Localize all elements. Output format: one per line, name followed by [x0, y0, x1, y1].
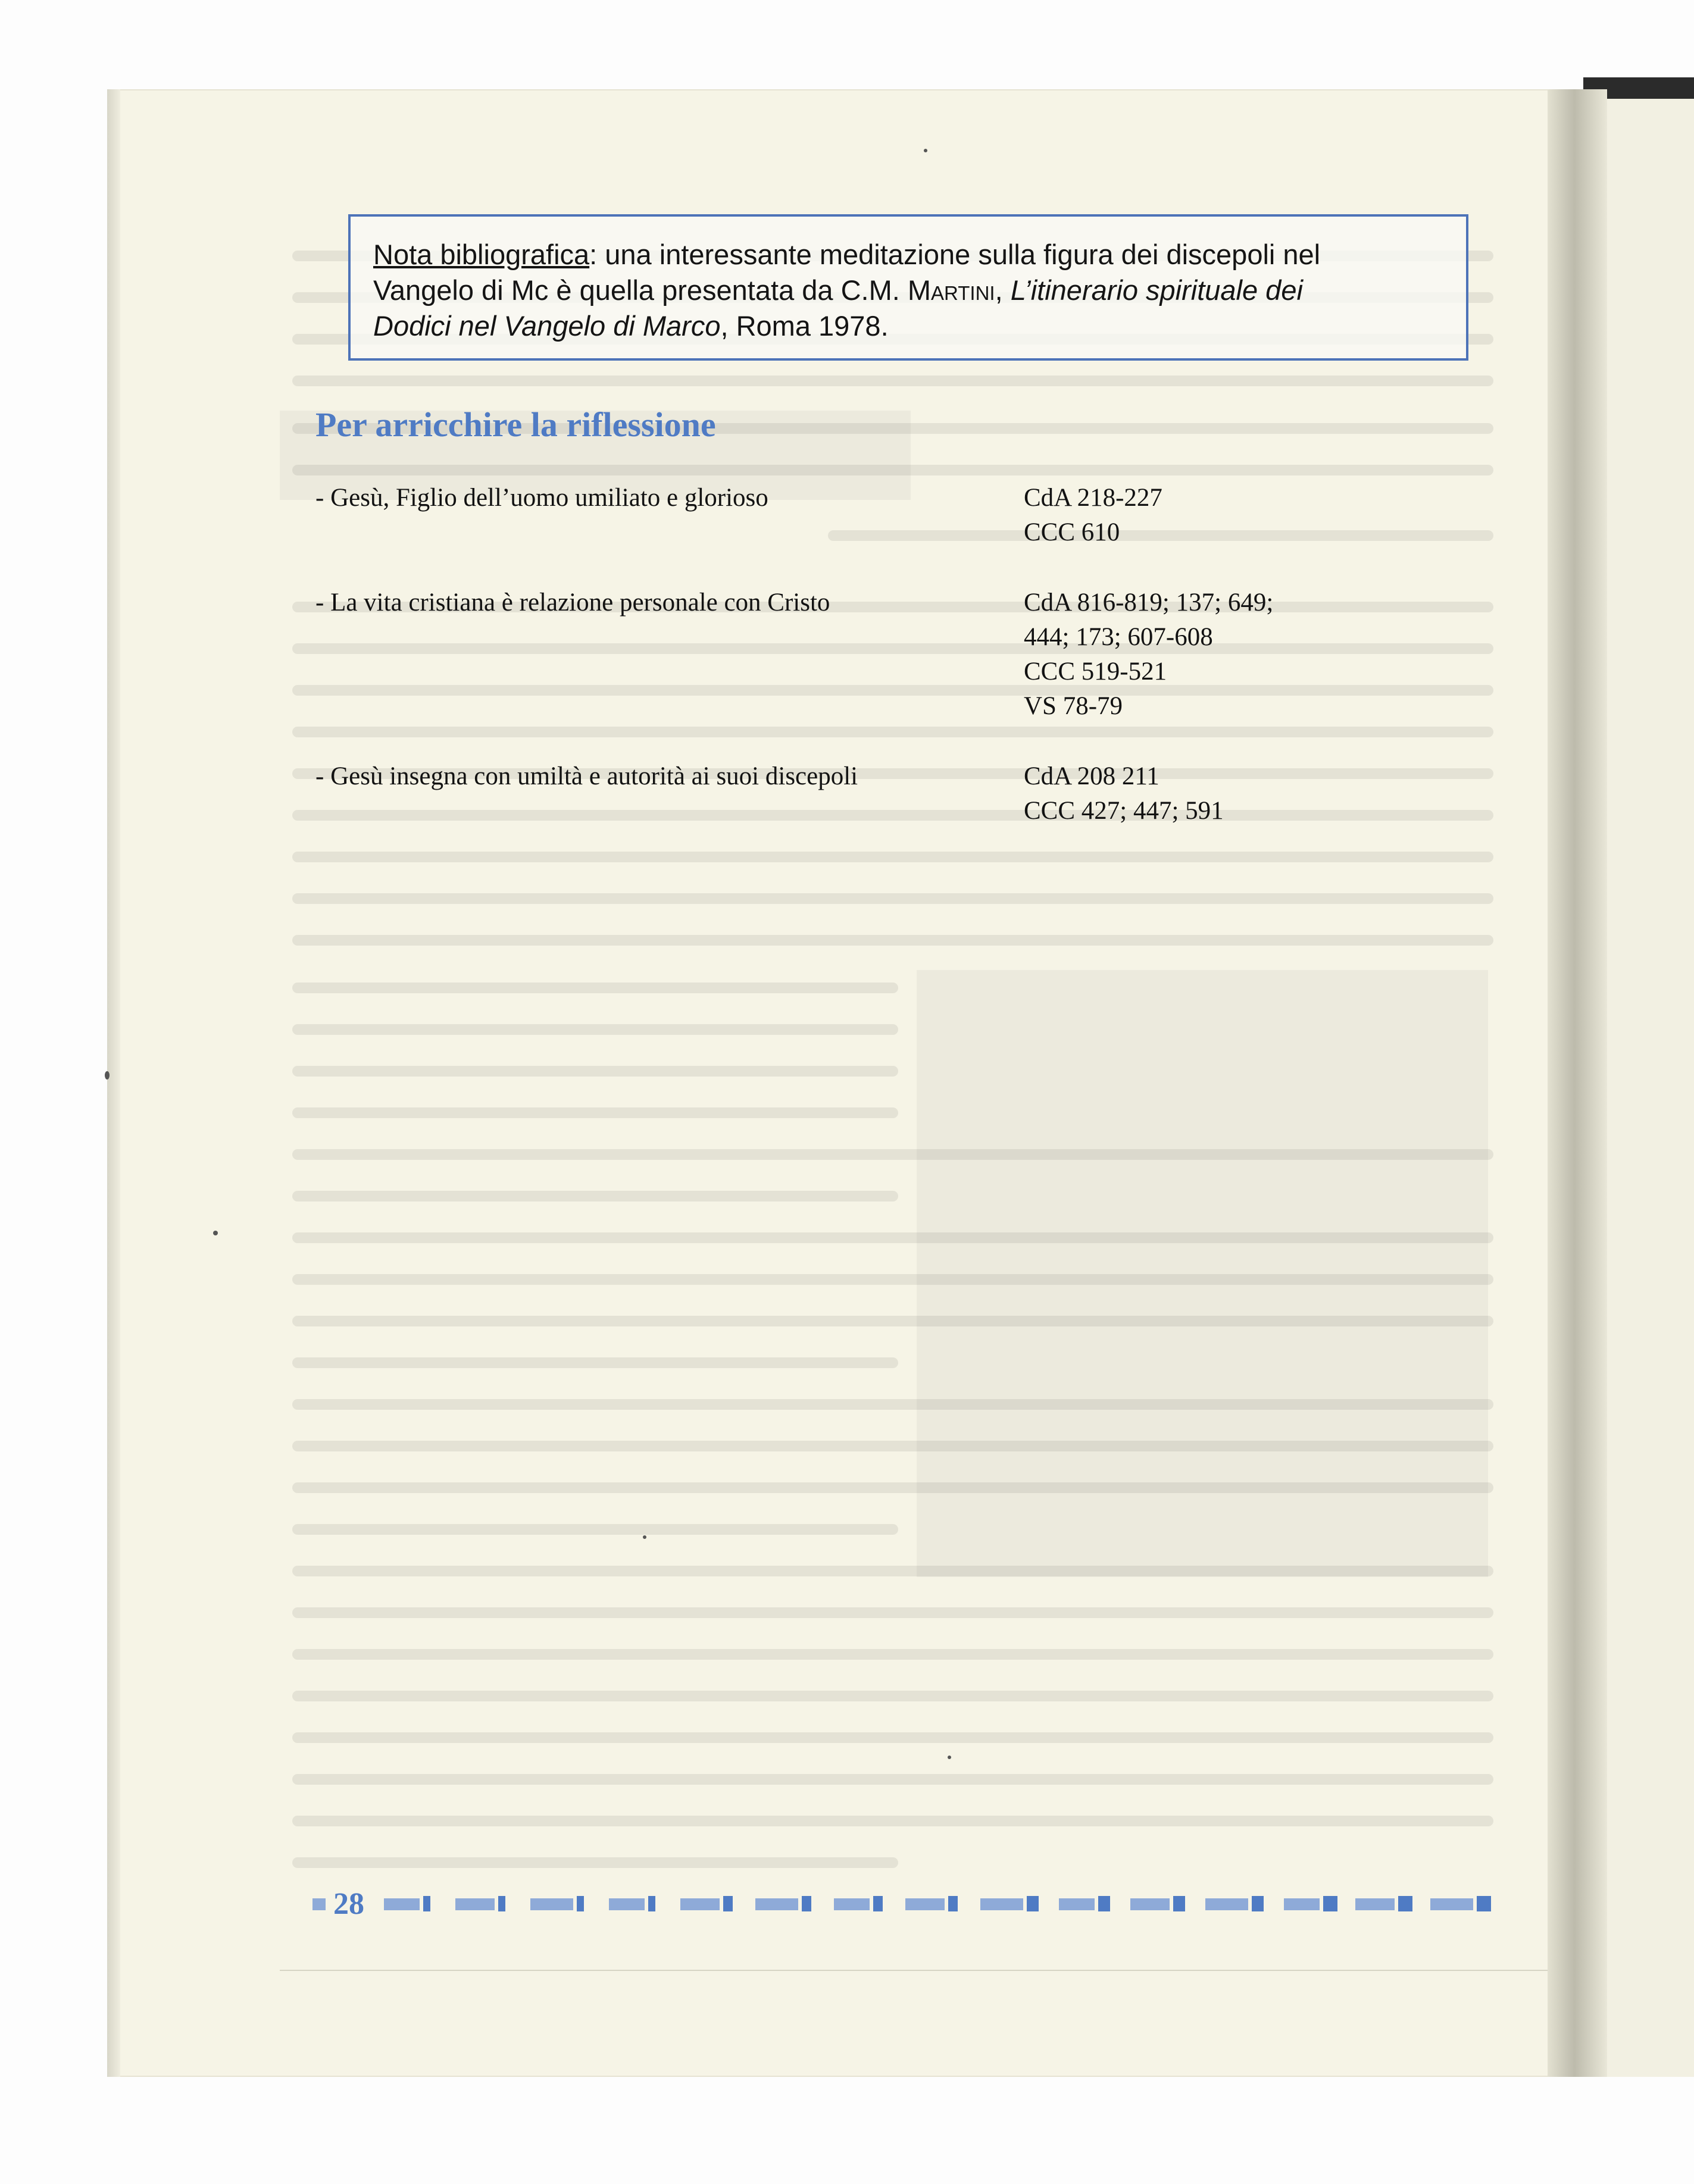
note-title-part2: Dodici nel Vangelo di Marco — [373, 310, 721, 342]
reference-topic: - Gesù insegna con umiltà e autorità ai suoi discepoli — [315, 762, 858, 790]
footer-bar-mark — [1477, 1896, 1491, 1911]
section-title: Per arricchire la riflessione — [315, 405, 716, 444]
reference-citation: CdA 816-819; 137; 649; — [1024, 589, 1274, 617]
footer-bar-segment — [755, 1898, 798, 1910]
footer-bar-mark — [1252, 1896, 1264, 1911]
footer-bar-segment — [1284, 1898, 1320, 1910]
reference-citation: CCC 519-521 — [1024, 658, 1167, 686]
footer-bar-segment — [1059, 1898, 1095, 1910]
note-line3: , Roma 1978. — [720, 310, 889, 342]
footer-bar-segment — [1205, 1898, 1248, 1910]
footer-bar-mark — [1398, 1896, 1412, 1911]
page-number: 28 — [333, 1887, 364, 1921]
note-line1: : una interessante meditazione sulla figura dei discepoli nel — [589, 239, 1321, 270]
scan-speck — [213, 1231, 218, 1235]
reference-citation: CdA 208 211 — [1024, 762, 1159, 790]
footer-bar-mark — [423, 1896, 430, 1911]
footer-bar-segment — [1355, 1898, 1395, 1910]
footer-bar-mark — [873, 1896, 883, 1911]
footer-bar-mark — [948, 1896, 958, 1911]
footer-bar-mark — [577, 1896, 584, 1911]
footer-bar-mark — [723, 1896, 733, 1911]
note-line2: Vangelo di Mc è quella presentata da C.M. — [373, 274, 908, 306]
note-separator: , — [995, 274, 1011, 306]
reference-topic: - La vita cristiana è relazione personale con Cristo — [315, 589, 830, 617]
footer-bar-segment — [1130, 1898, 1170, 1910]
note-lead: Nota bibliografica — [373, 239, 590, 270]
reference-citation: 444; 173; 607-608 — [1024, 623, 1213, 651]
footer-bar-mark — [648, 1896, 655, 1911]
scan-speck — [948, 1756, 951, 1759]
footer-bar-mark — [1173, 1896, 1185, 1911]
footer-bar-segment — [1430, 1898, 1473, 1910]
footer-bar-segment — [905, 1898, 945, 1910]
footer-bar-segment — [680, 1898, 720, 1910]
reference-citation: VS 78-79 — [1024, 692, 1123, 720]
footer-rule — [280, 1970, 1548, 1971]
footer-bar-segment — [455, 1898, 495, 1910]
footer-bar-segment — [384, 1898, 420, 1910]
note-title-part1: L’itinerario spirituale dei — [1010, 274, 1303, 306]
scan-speck — [105, 1071, 110, 1080]
footer-bar-segment — [980, 1898, 1023, 1910]
footer-bar-mark — [1323, 1896, 1337, 1911]
note-author: Martini — [907, 274, 995, 306]
footer-decorative-bar — [312, 1891, 1509, 1915]
footer-bar-mark — [1027, 1896, 1039, 1911]
scan-speck — [643, 1535, 646, 1539]
footer-bar-segment — [834, 1898, 870, 1910]
footer-bar-segment — [312, 1898, 326, 1910]
footer-bar-mark — [802, 1896, 811, 1911]
scan-speck — [924, 149, 927, 152]
footer-bar-segment — [609, 1898, 645, 1910]
footer-bar-segment — [530, 1898, 573, 1910]
reference-topic: - Gesù, Figlio dell’uomo umiliato e glorioso — [315, 484, 768, 512]
bibliography-note-box — [348, 214, 1468, 361]
reference-citation: CCC 427; 447; 591 — [1024, 797, 1224, 825]
reference-citation: CCC 610 — [1024, 518, 1120, 546]
footer-bar-mark — [498, 1896, 505, 1911]
bibliography-note-text — [373, 237, 1457, 344]
reference-citation: CdA 218-227 — [1024, 484, 1162, 512]
footer-bar-mark — [1098, 1896, 1110, 1911]
